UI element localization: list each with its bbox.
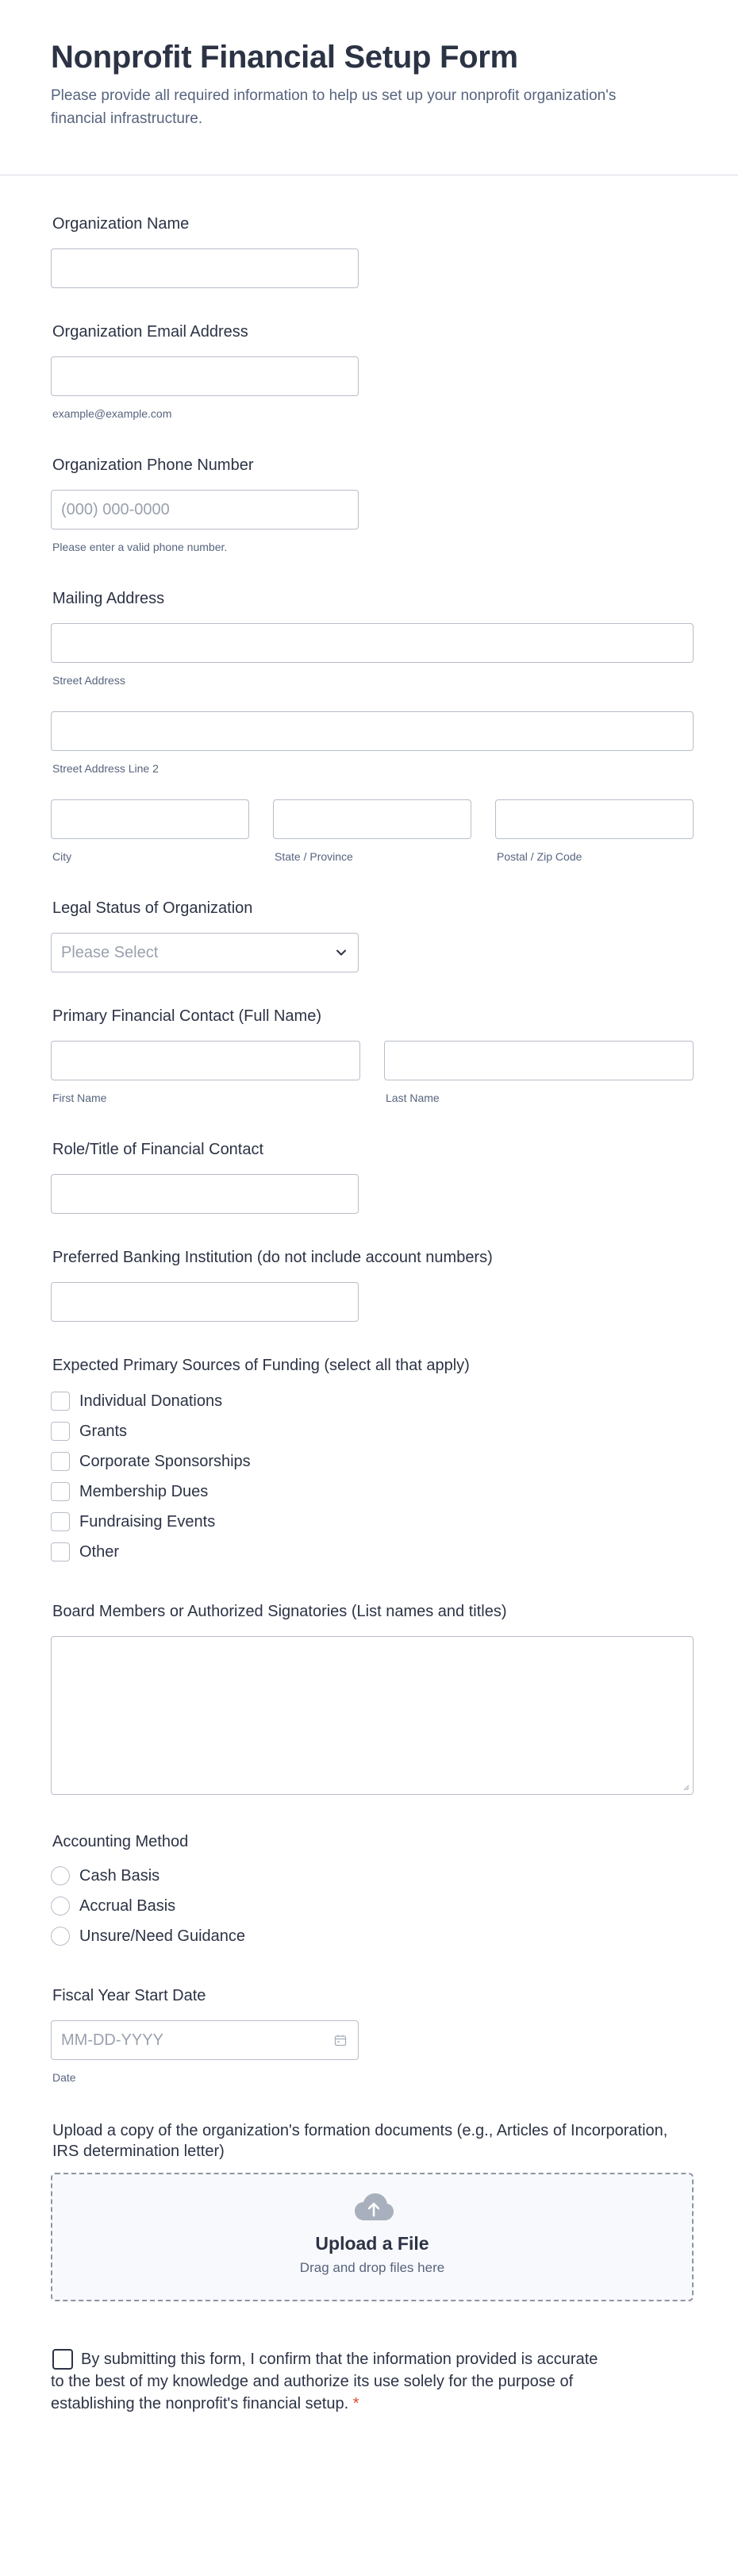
file-upload-dropzone[interactable] bbox=[51, 2173, 694, 2301]
legal-status-selected-value: Please Select bbox=[61, 944, 159, 961]
fiscal-year-placeholder: MM-DD-YYYY bbox=[61, 2031, 163, 2049]
city-sublabel: City bbox=[52, 850, 72, 863]
accounting-option-label: Unsure/Need Guidance bbox=[79, 1927, 246, 1945]
org-email-label: Organization Email Address bbox=[52, 323, 248, 341]
org-email-input[interactable] bbox=[51, 356, 359, 396]
funding-option-label: Individual Donations bbox=[79, 1392, 223, 1410]
page-description: Please provide all required information to help us set up your nonprofit organization's financial infrastructure. bbox=[51, 87, 617, 127]
org-phone-placeholder: (000) 000-0000 bbox=[61, 501, 170, 518]
funding-option-label: Membership Dues bbox=[79, 1483, 209, 1500]
accounting-radio-cash-basis[interactable] bbox=[51, 1866, 70, 1885]
bank-input[interactable] bbox=[51, 1282, 359, 1322]
accounting-radio-accrual-basis[interactable] bbox=[51, 1896, 70, 1916]
required-asterisk: * bbox=[352, 2395, 359, 2412]
upload-label: Upload a copy of the organization's formation documents (e.g., Articles of Incorporation, IRS determination letter) bbox=[52, 2122, 668, 2160]
state-sublabel: State / Province bbox=[275, 850, 353, 863]
accounting-option-label: Accrual Basis bbox=[79, 1897, 176, 1915]
address-label: Mailing Address bbox=[52, 590, 165, 607]
funding-option-label: Grants bbox=[79, 1423, 128, 1440]
consent-text-wrapper bbox=[51, 2348, 606, 2415]
upload-title: Upload a File bbox=[315, 2233, 429, 2254]
accounting-option-label: Cash Basis bbox=[79, 1867, 160, 1885]
zip-input[interactable] bbox=[495, 799, 694, 839]
street-address-2-input[interactable] bbox=[51, 711, 694, 751]
org-phone-input[interactable] bbox=[51, 490, 359, 529]
org-phone-label: Organization Phone Number bbox=[52, 456, 254, 474]
funding-option-label: Corporate Sponsorships bbox=[79, 1453, 251, 1470]
page-title: Nonprofit Financial Setup Form bbox=[51, 40, 518, 75]
contact-role-label: Role/Title of Financial Contact bbox=[52, 1141, 264, 1158]
funding-checkbox-membership-dues[interactable] bbox=[51, 1482, 70, 1501]
legal-status-label: Legal Status of Organization bbox=[52, 899, 253, 917]
first-name-sublabel: First Name bbox=[52, 1092, 107, 1104]
org-phone-sublabel: Please enter a valid phone number. bbox=[52, 541, 228, 553]
funding-option-label: Other bbox=[79, 1543, 120, 1561]
funding-checkbox-other[interactable] bbox=[51, 1542, 70, 1561]
calendar-icon[interactable] bbox=[334, 2034, 347, 2047]
street-address-2-sublabel: Street Address Line 2 bbox=[52, 762, 159, 775]
city-input[interactable] bbox=[51, 799, 249, 839]
funding-checkbox-grants[interactable] bbox=[51, 1422, 70, 1441]
board-textarea[interactable] bbox=[51, 1636, 694, 1795]
funding-option-label: Fundraising Events bbox=[79, 1513, 216, 1531]
resize-handle-icon[interactable] bbox=[682, 1783, 690, 1791]
contact-role-input[interactable] bbox=[51, 1174, 359, 1214]
org-name-input[interactable] bbox=[51, 248, 359, 288]
bank-label: Preferred Banking Institution (do not include account numbers) bbox=[52, 1249, 493, 1266]
fiscal-year-label: Fiscal Year Start Date bbox=[52, 1987, 206, 2004]
legal-status-select[interactable] bbox=[51, 933, 359, 972]
zip-sublabel: Postal / Zip Code bbox=[497, 850, 582, 863]
funding-checkbox-individual-donations[interactable] bbox=[51, 1392, 70, 1411]
accounting-label: Accounting Method bbox=[52, 1833, 189, 1850]
last-name-sublabel: Last Name bbox=[386, 1092, 440, 1104]
board-label: Board Members or Authorized Signatories (List names and titles) bbox=[52, 1603, 507, 1620]
contact-name-label: Primary Financial Contact (Full Name) bbox=[52, 1007, 321, 1025]
upload-subtitle: Drag and drop files here bbox=[299, 2260, 445, 2275]
funding-checkbox-fundraising-events[interactable] bbox=[51, 1512, 70, 1531]
street-address-input[interactable] bbox=[51, 623, 694, 663]
accounting-radio-unsure[interactable] bbox=[51, 1927, 70, 1946]
org-name-label: Organization Name bbox=[52, 215, 190, 233]
funding-checkbox-corporate-sponsorships[interactable] bbox=[51, 1452, 70, 1471]
fiscal-year-date-input[interactable] bbox=[51, 2020, 359, 2060]
last-name-input[interactable] bbox=[384, 1041, 694, 1080]
fiscal-year-sublabel: Date bbox=[52, 2071, 76, 2084]
chevron-down-icon bbox=[336, 947, 347, 958]
org-email-sublabel: example@example.com bbox=[52, 407, 172, 420]
first-name-input[interactable] bbox=[51, 1041, 360, 1080]
consent-text: By submitting this form, I confirm that the information provided is accurate to the best of my knowledge and authorize its use solely for the purpose of establishing the nonprofit's financial setup. bbox=[51, 2351, 598, 2412]
funding-label: Expected Primary Sources of Funding (select all that apply) bbox=[52, 1357, 470, 1374]
cloud-upload-icon bbox=[354, 2193, 394, 2222]
state-input[interactable] bbox=[273, 799, 471, 839]
street-address-sublabel: Street Address bbox=[52, 674, 125, 687]
